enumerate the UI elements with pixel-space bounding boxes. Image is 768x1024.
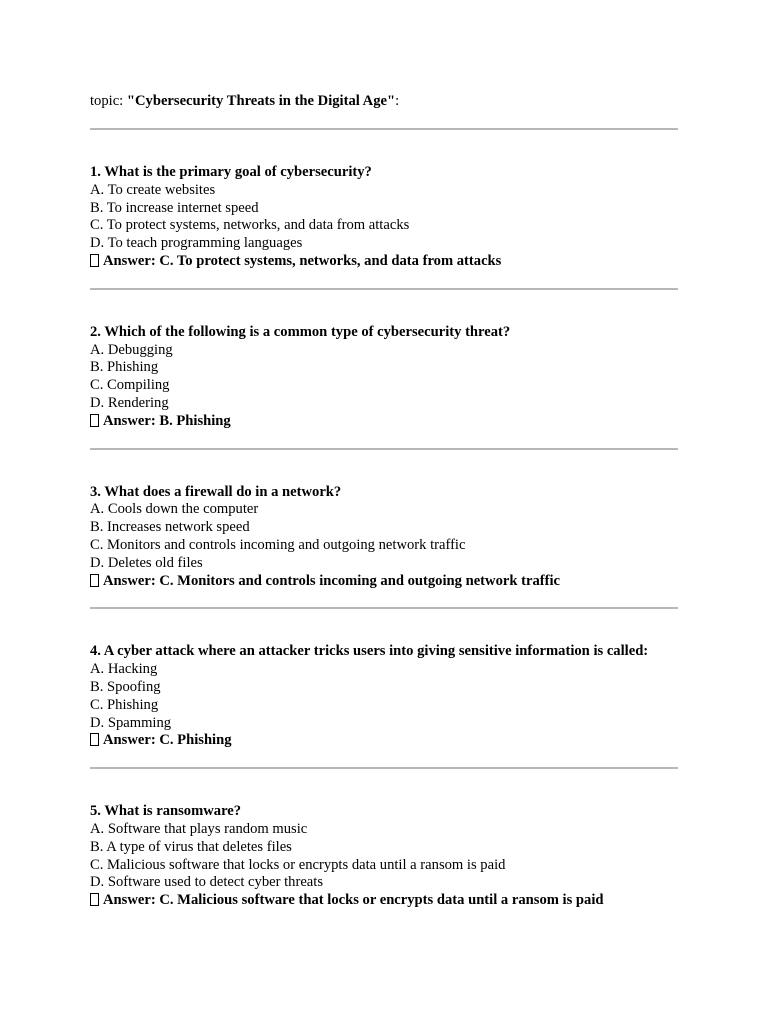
question-block (90, 803, 678, 910)
checkbox-glyph-icon (90, 733, 99, 746)
option: C. Malicious software that locks or encrypts data until a ransom is paid (90, 856, 506, 873)
option: C. Phishing (90, 696, 159, 713)
question-block (90, 484, 678, 591)
question-title: 4. A cyber attack where an attacker tricks users into giving sensitive information is called: (90, 643, 649, 660)
question-title: 2. Which of the following is a common type of cybersecurity threat? (90, 323, 511, 340)
topic-prefix: topic: (90, 93, 127, 109)
checkbox-glyph-icon (90, 574, 99, 587)
divider (90, 448, 678, 450)
divider (90, 767, 678, 769)
checkbox-glyph-icon (90, 893, 99, 906)
divider (90, 607, 678, 609)
option: D. To teach programming languages (90, 235, 303, 252)
answer-text: Answer: C. Malicious software that locks or encrypts data until a ransom is paid (103, 892, 604, 909)
answer-text: Answer: C. Phishing (103, 732, 232, 749)
topic-line (90, 93, 678, 111)
answer-line (90, 413, 678, 431)
option: D. Rendering (90, 394, 169, 411)
answer-line (90, 573, 678, 591)
question-block (90, 324, 678, 431)
option: D. Spamming (90, 714, 172, 731)
checkbox-glyph-icon (90, 254, 99, 267)
answer-line (90, 892, 678, 910)
option: D. Software used to detect cyber threats (90, 874, 324, 891)
option: A. Debugging (90, 341, 173, 358)
option: A. To create websites (90, 181, 216, 198)
answer-line (90, 253, 678, 271)
option: A. Software that plays random music (90, 820, 308, 837)
answer-line (90, 732, 678, 750)
topic-title: "Cybersecurity Threats in the Digital Age" (126, 93, 396, 109)
divider (90, 288, 678, 290)
option: D. Deletes old files (90, 554, 203, 571)
question-block (90, 643, 678, 750)
option: B. Spoofing (90, 678, 161, 695)
option: B. Increases network speed (90, 519, 250, 536)
question-title: 3. What does a firewall do in a network? (90, 483, 342, 500)
option: B. Phishing (90, 359, 159, 376)
checkbox-glyph-icon (90, 414, 99, 427)
divider (90, 128, 678, 130)
answer-text: Answer: C. To protect systems, networks, and data from attacks (103, 252, 502, 269)
option: B. To increase internet speed (90, 199, 259, 216)
option: C. To protect systems, networks, and data from attacks (90, 217, 410, 234)
answer-text: Answer: C. Monitors and controls incoming and outgoing network traffic (103, 572, 560, 589)
document-page (90, 93, 678, 910)
option: A. Hacking (90, 661, 158, 678)
answer-text: Answer: B. Phishing (103, 412, 231, 429)
option: C. Monitors and controls incoming and outgoing network traffic (90, 536, 466, 553)
option: B. A type of virus that deletes files (90, 838, 292, 855)
option: A. Cools down the computer (90, 501, 259, 518)
question-title: 1. What is the primary goal of cybersecurity? (90, 164, 372, 180)
question-block (90, 164, 678, 271)
option: C. Compiling (90, 377, 170, 394)
question-title: 5. What is ransomware? (90, 803, 242, 820)
topic-suffix: : (395, 93, 400, 109)
